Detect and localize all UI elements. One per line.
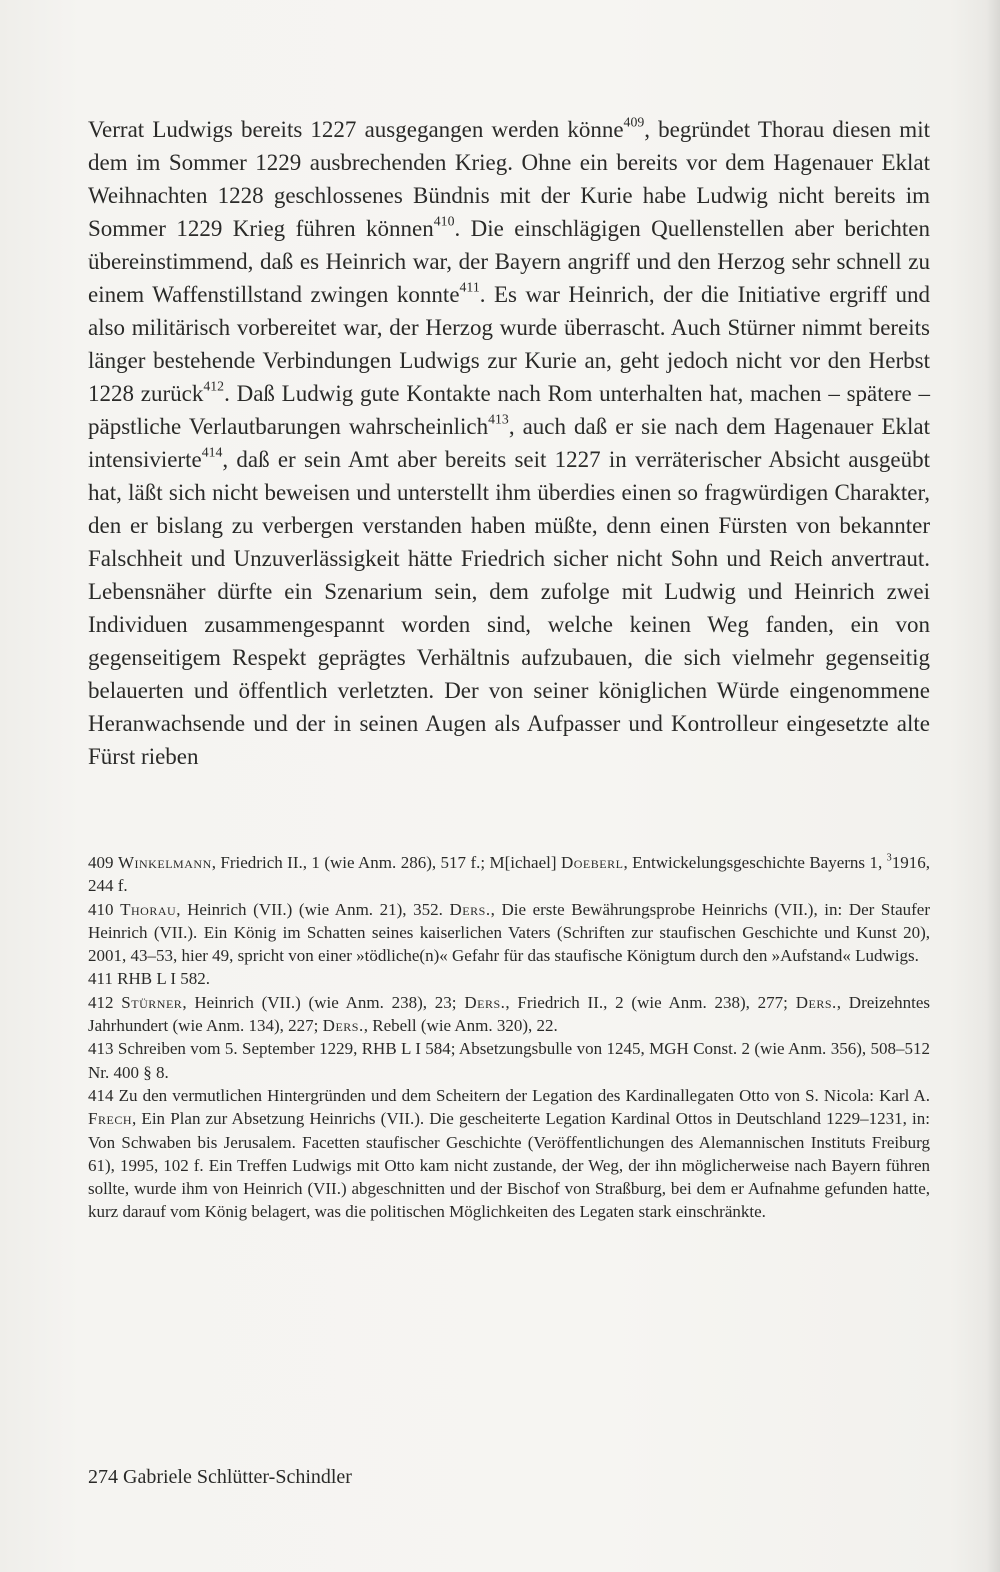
footnote-ref-413: 413	[488, 411, 509, 427]
fn-author: Winkelmann	[117, 853, 212, 872]
fn-author: Ders.	[449, 899, 491, 919]
footnote-ref-409: 409	[623, 114, 645, 130]
text-run: , auch daß er sie nach dem Hagenauer Eklat intensivierte	[88, 414, 930, 472]
footnote-410	[88, 898, 930, 968]
main-text	[88, 113, 930, 773]
page-edge-shadow	[986, 0, 1000, 1572]
fn-text: , Friedrich II., 1 (wie Anm. 286), 517 f.; M[ichael]	[211, 853, 561, 872]
fn-author: Frech	[88, 1109, 133, 1129]
fn-text: 1916, 244 f.	[88, 853, 930, 896]
fn-text: , Ein Plan zur Absetzung Heinrichs (VII.). Die gescheiterte Legation Kardinal Ottos in Deutschland 1229–1231, in: Von Schwaben bis Jerusalem. Facetten staufischer Geschichte (Veröffentlichungen des Alemannischen Instituts Freiburg 61), 1995, 102 f. Ein Treffen Ludwigs mit Otto kam nicht zustande, der Weg, der ihn möglicherweise nach Bayern führen sollte, wurde ihm von Heinrich (VII.) abgeschnitten und der Bischof von Straßburg, bei dem er Aufnahme gefunden hatte, kurz darauf vom König belagert, was die politischen Möglichkeiten des Legaten stark einschränkte.	[88, 1109, 930, 1222]
page-number: 274	[88, 1466, 118, 1488]
footnote-414	[88, 1084, 930, 1224]
fn-text: 414 Zu den vermutlichen Hintergründen und dem Scheitern der Legation des Kardinallegaten Otto von S. Nicola: Karl A.	[88, 1085, 930, 1105]
fn-author: Ders.	[795, 992, 837, 1012]
fn-author: Stürner	[121, 992, 183, 1012]
fn-text: , Rebell (wie Anm. 320), 22.	[363, 1016, 558, 1036]
fn-author: Doeberl	[560, 853, 624, 872]
fn-text: 410	[88, 899, 121, 919]
page-footer	[88, 1465, 352, 1489]
fn-text: 412	[88, 992, 122, 1012]
fn-author: Thorau	[120, 899, 177, 919]
fn-text: 409	[88, 853, 118, 872]
fn-author: Ders.	[322, 1016, 364, 1036]
fn-text: , Friedrich II., 2 (wie Anm. 238), 277;	[505, 992, 796, 1012]
running-author: Gabriele Schlütter-Schindler	[123, 1466, 352, 1488]
fn-text: 411 RHB L I 582.	[88, 969, 210, 989]
text-run: . Es war Heinrich, der die Initiative ergriff und also militärisch vorbereitet war, der Herzog wurde überrascht. Auch Stürner nimmt bereits länger bestehende Verbindungen Ludwigs zur Kurie an, geht jedoch nicht vor den Herbst 1228 zurück	[88, 282, 931, 406]
text-run: . Daß Ludwig gute Kontakte nach Rom unterhalten hat, machen – spätere – päpstliche Verlautbarungen wahrscheinlich	[88, 381, 930, 439]
fn-text: 413 Schreiben vom 5. September 1229, RHB L I 584; Absetzungsbulle von 1245, MGH Const. 2 (wie Anm. 356), 508–512 Nr. 400 § 8.	[88, 1039, 930, 1082]
fn-edition-sup: 3	[886, 852, 892, 864]
footnote-409	[88, 851, 930, 898]
text-run: Verrat Ludwigs bereits 1227 ausgegangen werden könne	[88, 117, 624, 142]
footnotes	[88, 851, 930, 1224]
text-run: , daß er sein Amt aber bereits seit 1227 in verräterischer Absicht ausgeübt hat, läßt sich nicht beweisen und unterstellt ihm überdies einen so fragwürdigen Charakter, den er bislang zu verbergen verstanden haben müßte, denn einen Fürsten von bekannter Falschheit und Unzuverlässigkeit hätte Friedrich sicher nicht Sohn und Reich anvertraut. Lebensnäher dürfte ein Szenarium sein, dem zufolge mit Ludwig und Heinrich zwei Individuen zusammengespannt worden sind, welche keinen Weg fanden, ein von gegenseitigem Respekt geprägtes Verhältnis aufzubauen, die sich vielmehr gegenseitig belauerten und öffentlich verletzten. Der von seiner königlichen Würde eingenommene Heranwachsende und der in seinen Augen als Aufpasser und Kontrolleur eingesetzte alte Fürst rieben	[88, 447, 930, 769]
main-paragraph	[88, 113, 930, 773]
fn-author: Ders.	[464, 992, 506, 1012]
footnote-ref-414: 414	[201, 444, 223, 460]
footnote-411	[88, 967, 930, 990]
fn-text: , Die erste Bewährungsprobe Heinrichs (VII.), in: Der Staufer Heinrich (VII.). Ein König im Schatten seines kaiserlichen Vaters (Schriften zur staufischen Geschichte und Kunst 20), 2001, 43–53, hier 49, spricht von einer »tödliche(n)« Gefahr für das staufische Königtum durch den »Aufstand« Ludwigs.	[88, 899, 931, 966]
footnote-413	[88, 1037, 930, 1084]
footnote-ref-410: 410	[433, 213, 455, 229]
fn-text: , Dreizehntes Jahrhundert (wie Anm. 134), 227;	[88, 992, 930, 1036]
fn-text: , Heinrich (VII.) (wie Anm. 238), 23;	[182, 992, 465, 1012]
text-run: , begründet Thorau diesen mit dem im Sommer 1229 ausbrechenden Krieg. Ohne ein bereits vor dem Hagenauer Eklat Weihnachten 1228 geschlossenes Bündnis mit der Kurie habe Ludwig nicht bereits im Sommer 1229 Krieg führen können	[88, 117, 930, 241]
fn-text: , Heinrich (VII.) (wie Anm. 21), 352.	[176, 899, 450, 919]
text-run: . Die einschlägigen Quellenstellen aber berichten übereinstimmend, daß es Heinrich war, der Bayern angriff und den Herzog sehr schnell zu einem Waffenstillstand zwingen konnte	[88, 216, 931, 307]
footnote-ref-411: 411	[459, 279, 480, 295]
fn-text: , Entwickelungsgeschichte Bayerns 1,	[623, 853, 887, 872]
footnote-412	[88, 991, 930, 1038]
footnote-ref-412: 412	[203, 378, 225, 394]
